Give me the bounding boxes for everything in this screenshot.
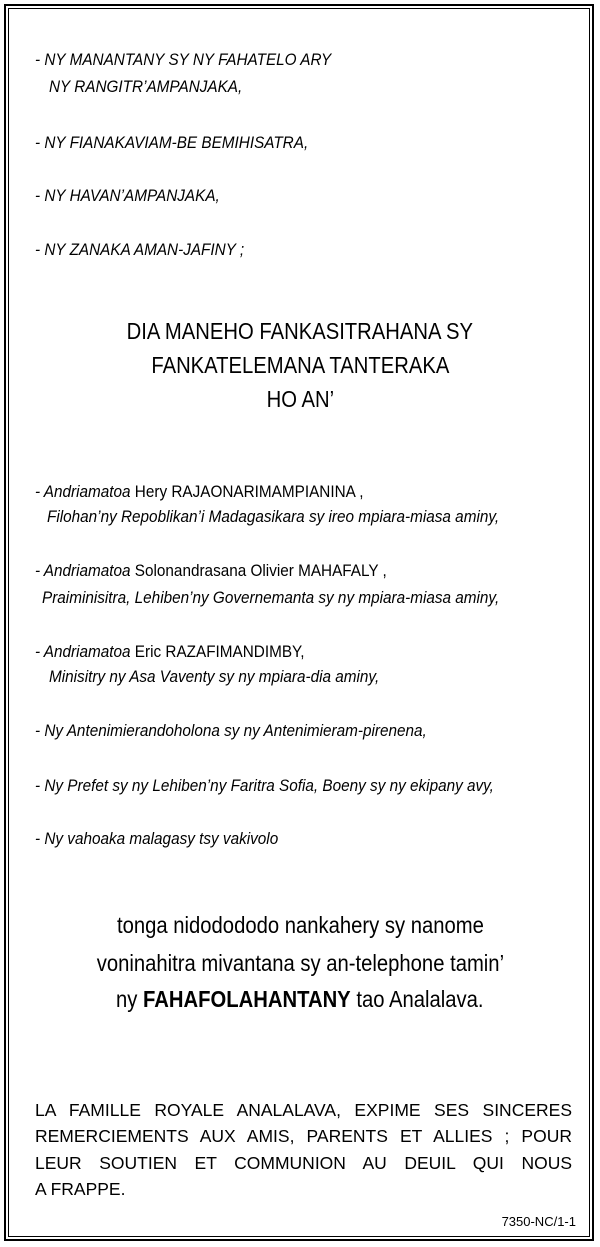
intro-item-4: - NY ZANAKA AMAN-JAFINY ;: [35, 240, 245, 259]
thanks-item-1: [35, 482, 364, 502]
closing-line-1: tonga nidodododo nankahery sy nanome: [116, 912, 484, 938]
thanks-item-2: [35, 561, 387, 581]
thanks-item-2-role: Praiminisitra, Lehiben’ny Governemanta sy ny mpiara-miasa aminy,: [42, 588, 500, 607]
french-line-3: LEUR SOUTIEN ET COMMUNION AU DEUIL QUI NOUS: [35, 1153, 572, 1173]
thanks-item-1-prefix: - Andriamatoa: [35, 482, 131, 501]
heading-line-3: HO AN’: [266, 386, 334, 412]
closing-line-3-post: tao Analalava.: [356, 986, 484, 1012]
thanks-item-3-role: Minisitry ny Asa Vaventy sy ny mpiara-dia aminy,: [49, 667, 380, 686]
closing-line-2: voninahitra mivantana sy an-telephone tamin’: [96, 950, 504, 976]
other-item-2: - Ny Prefet sy ny Lehiben’ny Faritra Sofia, Boeny sy ny ekipany avy,: [35, 776, 494, 795]
other-item-3: - Ny vahoaka malagasy tsy vakivolo: [35, 829, 279, 848]
thanks-item-1-role: Filohan’ny Repoblikan’i Madagasikara sy ireo mpiara-miasa aminy,: [47, 507, 500, 526]
french-line-1: LA FAMILLE ROYALE ANALALAVA, EXPIME SES SINCERES: [35, 1100, 572, 1120]
thanks-item-2-name: Solonandrasana Olivier MAHAFALY ,: [134, 561, 387, 580]
closing-line-3-bold: FAHAFOLAHANTANY: [143, 986, 351, 1012]
other-item-1: - Ny Antenimierandoholona sy ny Antenimieram-pirenena,: [35, 721, 427, 740]
thanks-item-2-prefix: - Andriamatoa: [35, 561, 131, 580]
thanks-item-1-name: Hery RAJAONARIMAMPIANINA ,: [134, 482, 364, 501]
heading-line-1: DIA MANEHO FANKASITRAHANA SY: [126, 318, 474, 344]
heading-line-2: FANKATELEMANA TANTERAKA: [150, 352, 450, 378]
closing-line-3: [116, 986, 483, 1012]
intro-item-3: - NY HAVAN’AMPANJAKA,: [35, 186, 220, 205]
intro-item-1-line-1: - NY MANANTANY SY NY FAHATELO ARY: [35, 50, 332, 69]
thanks-item-3-name: Eric RAZAFIMANDIMBY,: [134, 642, 305, 661]
french-line-4: A FRAPPE.: [35, 1179, 126, 1199]
reference-code: 7350-NC/1-1: [501, 1214, 576, 1229]
intro-item-1-line-2: NY RANGITR’AMPANJAKA,: [49, 77, 243, 96]
french-line-2: REMERCIEMENTS AUX AMIS, PARENTS ET ALLIES ; POUR: [35, 1126, 572, 1146]
thanks-item-3-prefix: - Andriamatoa: [35, 642, 131, 661]
intro-item-2: - NY FIANAKAVIAM-BE BEMIHISATRA,: [35, 133, 309, 152]
thanks-item-3: [35, 642, 305, 662]
closing-line-3-pre: ny: [116, 986, 138, 1012]
